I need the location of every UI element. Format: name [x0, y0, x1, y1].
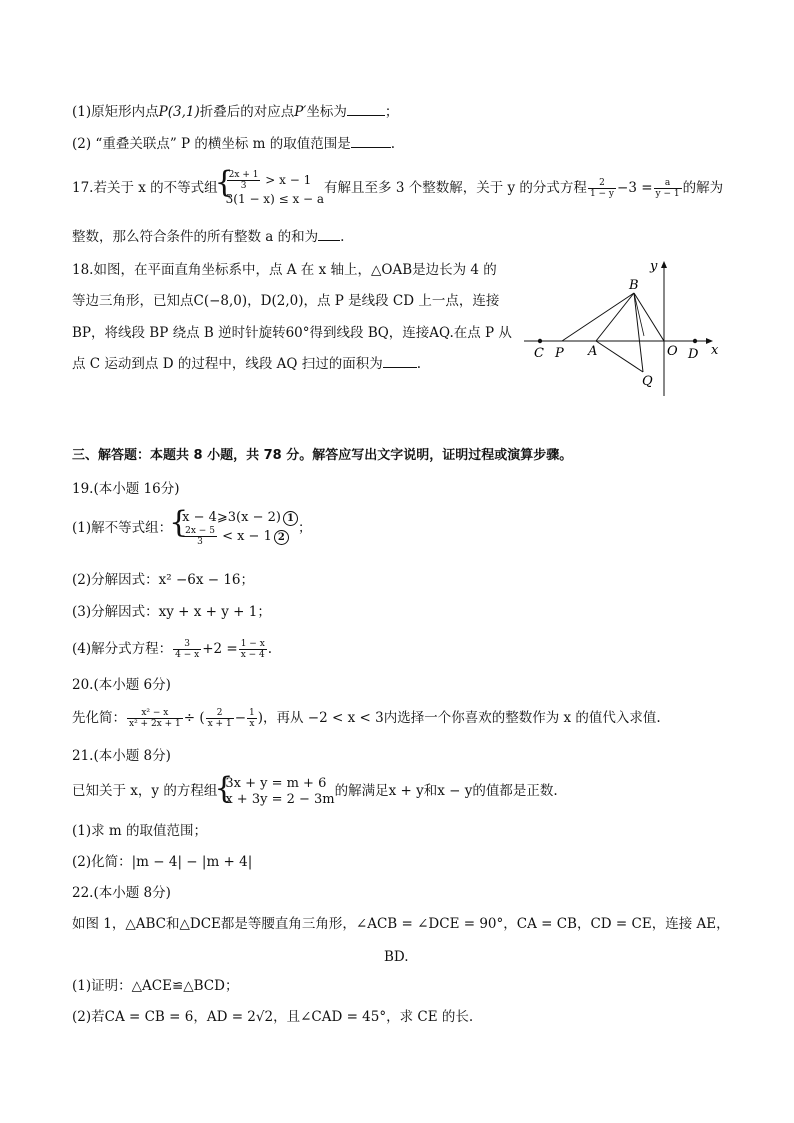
segment-aq: [596, 341, 643, 372]
section-heading: 三、解答题：本题共 8 小题，共 78 分。解答应写出文字说明，证明过程或演算步骤。: [72, 448, 573, 463]
q16-part1: (1)原矩形内点P(3,1)折叠后的对应点P′坐标为 ；: [72, 104, 399, 120]
q22-line1: 如图 1，△ABC和△DCE都是等腰直角三角形，∠ACB = ∠DCE = 90°，CA = CB，CD = CE，连接 AE，: [72, 916, 730, 932]
q19-header: 19.(本小题 16分): [72, 481, 180, 497]
answer-blank[interactable]: [347, 103, 385, 116]
label-x: x: [711, 343, 719, 358]
segment-ab: [596, 293, 634, 341]
point-d-dot: [693, 339, 697, 343]
label-a: A: [588, 344, 598, 359]
q16-part2: (2) “重叠关联点” P 的横坐标 m 的取值范围是 .: [72, 136, 396, 152]
q21-body: 已知关于 x，y 的方程组 { 3x + y = m + 6 x + 3y = 2 − 3m 的解满足x + y和x − y的值都是正数.: [72, 773, 558, 809]
q20-body: 先化简： $\frac{\text{x² − x}}{\text{x² + 2x + 1}}$ ÷ ( $\frac{2}{x + 1}$ − $\frac{1}{x}$ )，再从 −2 < x < 3内选择一个你喜欢的整数作为 x 的值代入求值.: [72, 708, 661, 729]
inequality-system: { x − 4⩾3(x − 2) 1 $\frac{2x - 5}{3}$ < x − 1 2: [172, 510, 298, 547]
answer-blank[interactable]: [383, 355, 417, 368]
answer-blank[interactable]: [351, 135, 391, 148]
q22-part1: (1)证明：△ACE≌△BCD；: [72, 978, 239, 994]
q19-part4: (4)解分式方程： $\frac{3}{4 - x}$ +2 = $\frac{1 - x}{x - 4}$ .: [72, 639, 273, 660]
label-o: O: [667, 344, 678, 359]
q19-part2: (2)分解因式：x² −6x − 16；: [72, 572, 255, 588]
label-c: C: [534, 346, 544, 361]
label-y: y: [650, 259, 658, 274]
q18-line1: 18.如图，在平面直角坐标系中，点 A 在 x 轴上，△OAB是边长为 4 的: [72, 262, 497, 278]
q18-line3: BP，将线段 BP 绕点 B 逆时针旋转60°得到线段 BQ，连接AQ.在点 P 从: [72, 325, 512, 341]
q19-part3: (3)分解因式：xy + x + y + 1；: [72, 604, 271, 620]
q22-line2: BD.: [384, 949, 409, 965]
q21-part2: (2)化简：|m − 4| − |m + 4|: [72, 854, 253, 870]
label-p: P: [555, 346, 564, 361]
segment-aq-extra: [634, 293, 644, 336]
q17-line1: 17.若关于 x 的不等式组 { $\frac{2x + 1}{3}$ > x − 1 3(1 − x) ≤ x − a 有解且至多 3 个整数解，关于 y 的分式方程 $\frac{2}{1 - y}$ −3 = $\frac{a}{y - 1}$ 的解为: [72, 170, 723, 207]
answer-blank[interactable]: [318, 228, 340, 241]
q17-line2: 整数，那么符合条件的所有整数 a 的和为 .: [72, 229, 345, 245]
q20-header: 20.(本小题 6分): [72, 677, 171, 693]
point-c-dot: [538, 339, 542, 343]
label-q: Q: [642, 374, 653, 389]
q21-header: 21.(本小题 8分): [72, 748, 171, 764]
q21-part1: (1)求 m 的取值范围；: [72, 823, 208, 839]
equation-system: { 3x + y = m + 6 x + 3y = 2 − 3m: [217, 776, 334, 808]
q18-line4: 点 C 运动到点 D 的过程中，线段 AQ 扫过的面积为 .: [72, 356, 422, 372]
segment-pb: [562, 293, 634, 341]
q19-part1: (1)解不等式组： { x − 4⩾3(x − 2) 1 $\frac{2x - 5}{3}$ < x − 1 2 ；: [72, 510, 311, 547]
inequality-system: { $\frac{2x + 1}{3}$ > x − 1 3(1 − x) ≤ x − a: [218, 170, 324, 207]
q18-line2: 等边三角形，已知点C(−8,0)，D(2,0)，点 P 是线段 CD 上一点，连接: [72, 293, 500, 309]
point-p: P(3,1): [158, 104, 200, 120]
label-d: D: [688, 347, 699, 362]
q22-part2: (2)若CA = CB = 6，AD = 2√2，且∠CAD = 45°，求 CE 的长.: [72, 1009, 474, 1025]
q18-figure: [522, 258, 722, 398]
q22-header: 22.(本小题 8分): [72, 885, 171, 901]
label-b: B: [629, 278, 639, 293]
